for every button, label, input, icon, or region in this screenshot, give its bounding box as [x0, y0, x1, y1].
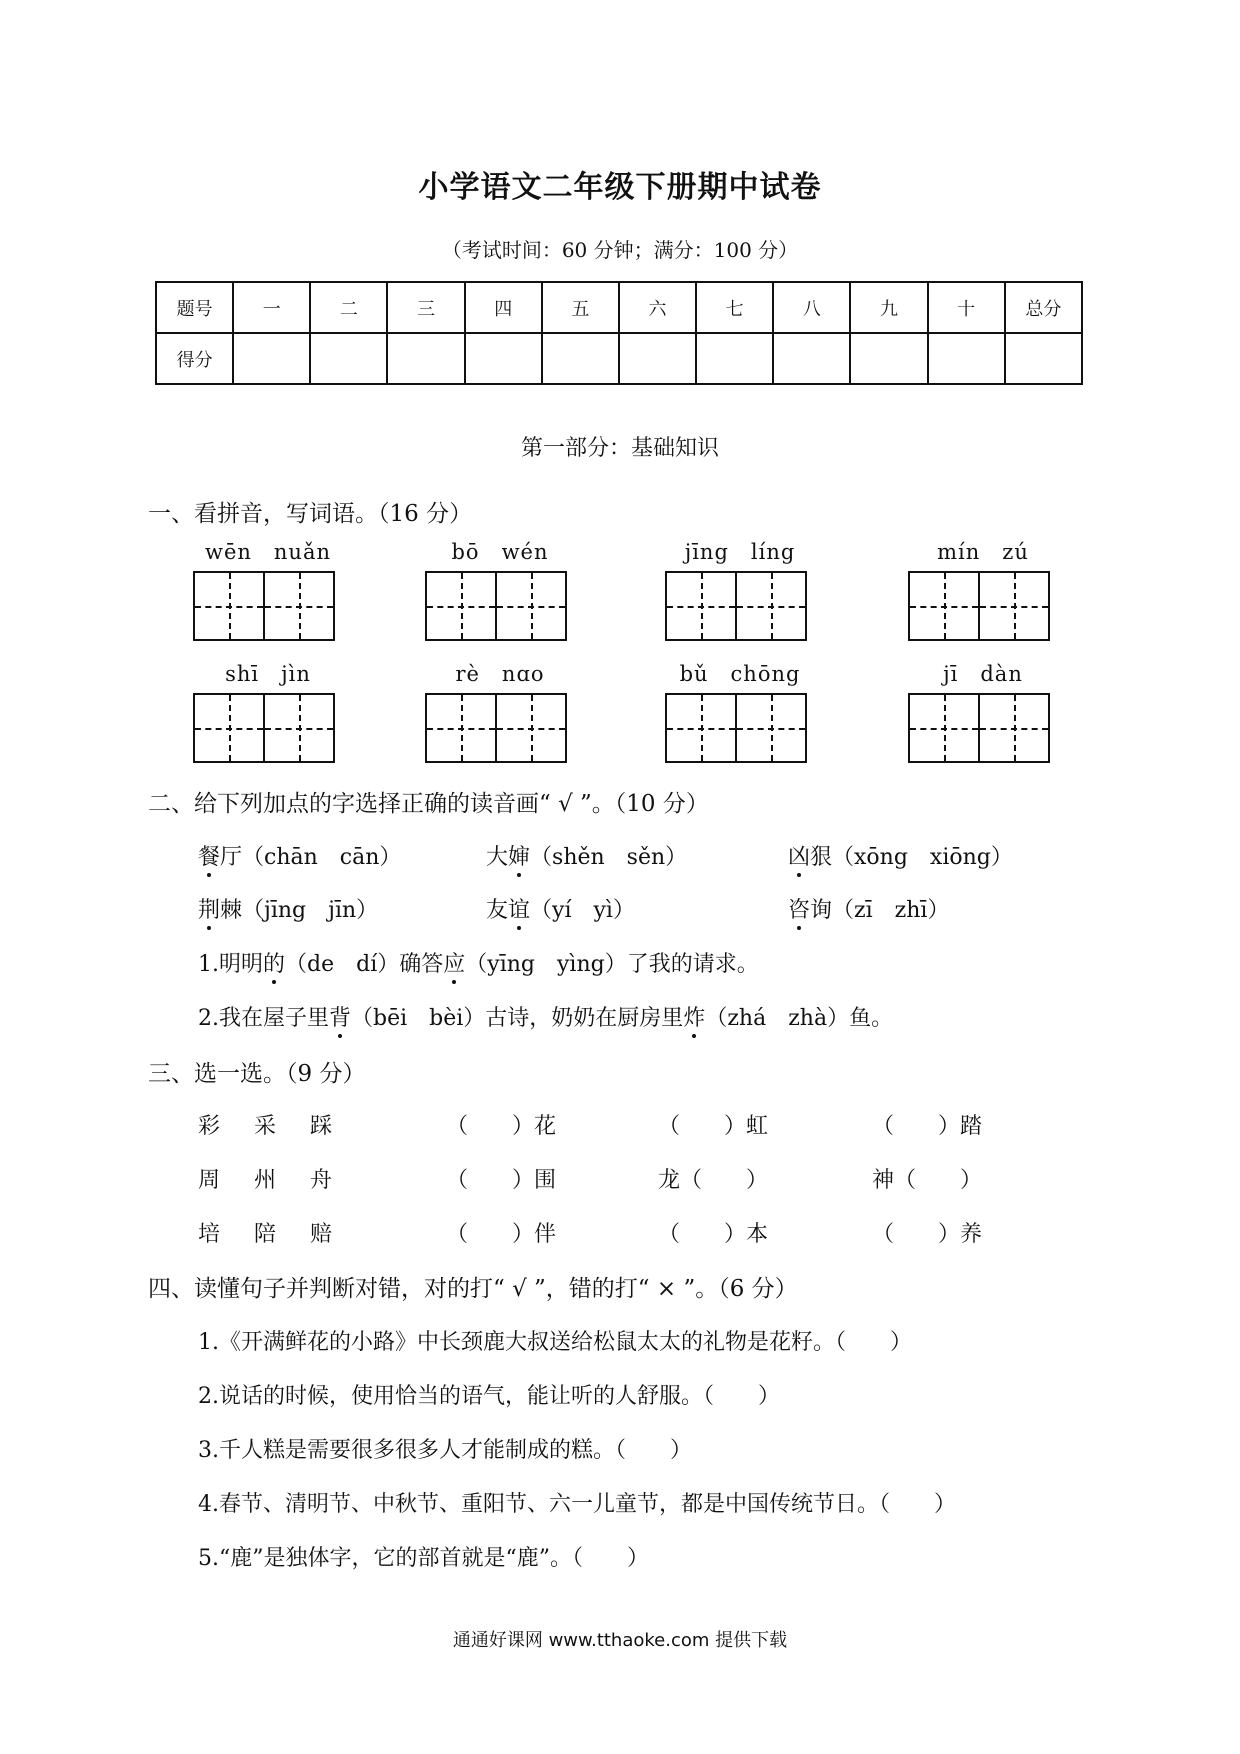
score-table [155, 281, 1083, 385]
score-table-header-row [156, 282, 1082, 333]
q3-blank: 龙（ ） [658, 1168, 769, 1193]
score-header-cell: 二 [310, 282, 387, 333]
q2-sentence: 2.我在屋子里背（bēi bèi）古诗，奶奶在厨房里炸（zhá zhà）鱼。 [198, 1001, 893, 1032]
q2-item: 大婶（shěn sěn） [486, 840, 687, 871]
score-input-cell [233, 333, 310, 384]
q3-chars: 周 州 舟 [198, 1168, 339, 1193]
score-header-cell: 六 [619, 282, 696, 333]
q4-item: 5.“鹿”是独体字，它的部首就是“鹿”。（ ） [198, 1546, 649, 1571]
score-header-cell: 八 [773, 282, 850, 333]
pinyin-label: bǔ chōng [679, 662, 801, 686]
score-input-cell [465, 333, 542, 384]
score-header-cell: 题号 [156, 282, 233, 333]
score-row-label: 得分 [156, 333, 233, 384]
q3-blank: 神（ ） [872, 1168, 983, 1193]
pinyin-label: mín zú [937, 540, 1029, 564]
score-input-cell [619, 333, 696, 384]
q2-item: 餐厅（chān cān） [198, 840, 401, 871]
q3-chars: 彩 采 踩 [198, 1114, 339, 1139]
q3-blank: （ ）养 [872, 1222, 983, 1247]
pinyin-label: shī jìn [225, 662, 311, 686]
writing-grid[interactable] [908, 693, 1050, 763]
q2-sentence: 1.明明的（de dí）确答应（yīng yìng）了我的请求。 [198, 947, 759, 978]
q3-blank: （ ）虹 [658, 1114, 769, 1139]
score-input-cell [387, 333, 464, 384]
score-header-cell: 总分 [1005, 282, 1082, 333]
pinyin-label: jīng líng [684, 540, 796, 564]
score-header-cell: 十 [928, 282, 1005, 333]
pinyin-label: wēn nuǎn [204, 540, 332, 564]
writing-grid[interactable] [425, 693, 567, 763]
q3-blank: （ ）本 [658, 1222, 769, 1247]
score-header-cell: 四 [465, 282, 542, 333]
writing-grid[interactable] [908, 571, 1050, 641]
score-header-cell: 五 [542, 282, 619, 333]
q3-blank: （ ）踏 [872, 1114, 983, 1139]
score-input-cell [542, 333, 619, 384]
exam-title: 小学语文二年级下册期中试卷 [418, 170, 822, 205]
q4-item: 4.春节、清明节、中秋节、重阳节、六一儿童节，都是中国传统节日。（ ） [198, 1492, 956, 1517]
score-input-cell [773, 333, 850, 384]
q2-item: 凶狠（xōng xiōng） [788, 840, 1013, 871]
pinyin-label: jī dàn [943, 662, 1023, 686]
score-table-score-row [156, 333, 1082, 384]
q4-item: 1.《开满鲜花的小路》中长颈鹿大叔送给松鼠太太的礼物是花籽。（ ） [198, 1330, 912, 1355]
score-input-cell [928, 333, 1005, 384]
score-header-cell: 七 [696, 282, 773, 333]
score-header-cell: 九 [850, 282, 927, 333]
exam-info: （考试时间：60 分钟；满分：100 分） [441, 238, 799, 262]
q3-blank: （ ）花 [446, 1114, 557, 1139]
q2-item: 咨询（zī zhī） [788, 893, 949, 924]
footer-text: 通通好课网 www.tthaoke.com 提供下载 [452, 1630, 788, 1651]
q4-title: 四、读懂句子并判断对错，对的打“ √ ”，错的打“ × ”。（6 分） [148, 1276, 798, 1302]
writing-grid[interactable] [193, 571, 335, 641]
part-title: 第一部分：基础知识 [520, 436, 719, 461]
q3-title: 三、选一选。（9 分） [148, 1061, 366, 1087]
q2-title: 二、给下列加点的字选择正确的读音画“ √ ”。（10 分） [148, 791, 709, 817]
q4-item: 2.说话的时候，使用恰当的语气，能让听的人舒服。（ ） [198, 1384, 780, 1409]
writing-grid[interactable] [193, 693, 335, 763]
q4-item: 3.千人糕是需要很多很多人才能制成的糕。（ ） [198, 1438, 692, 1463]
q3-blank: （ ）伴 [446, 1222, 557, 1247]
score-header-cell: 三 [387, 282, 464, 333]
writing-grid[interactable] [665, 571, 807, 641]
score-input-cell [850, 333, 927, 384]
q3-chars: 培 陪 赔 [198, 1222, 339, 1247]
score-input-cell [696, 333, 773, 384]
q2-item: 荆棘（jīng jīn） [198, 893, 378, 924]
writing-grid[interactable] [665, 693, 807, 763]
q3-blank: （ ）围 [446, 1168, 557, 1193]
writing-grid[interactable] [425, 571, 567, 641]
score-input-cell [310, 333, 387, 384]
q1-title: 一、看拼音，写词语。（16 分） [148, 501, 473, 527]
pinyin-label: bō wén [451, 540, 549, 564]
pinyin-label: rè nɑo [455, 662, 545, 686]
score-header-cell: 一 [233, 282, 310, 333]
q2-item: 友谊（yí yì） [486, 893, 635, 924]
score-input-cell [1005, 333, 1082, 384]
